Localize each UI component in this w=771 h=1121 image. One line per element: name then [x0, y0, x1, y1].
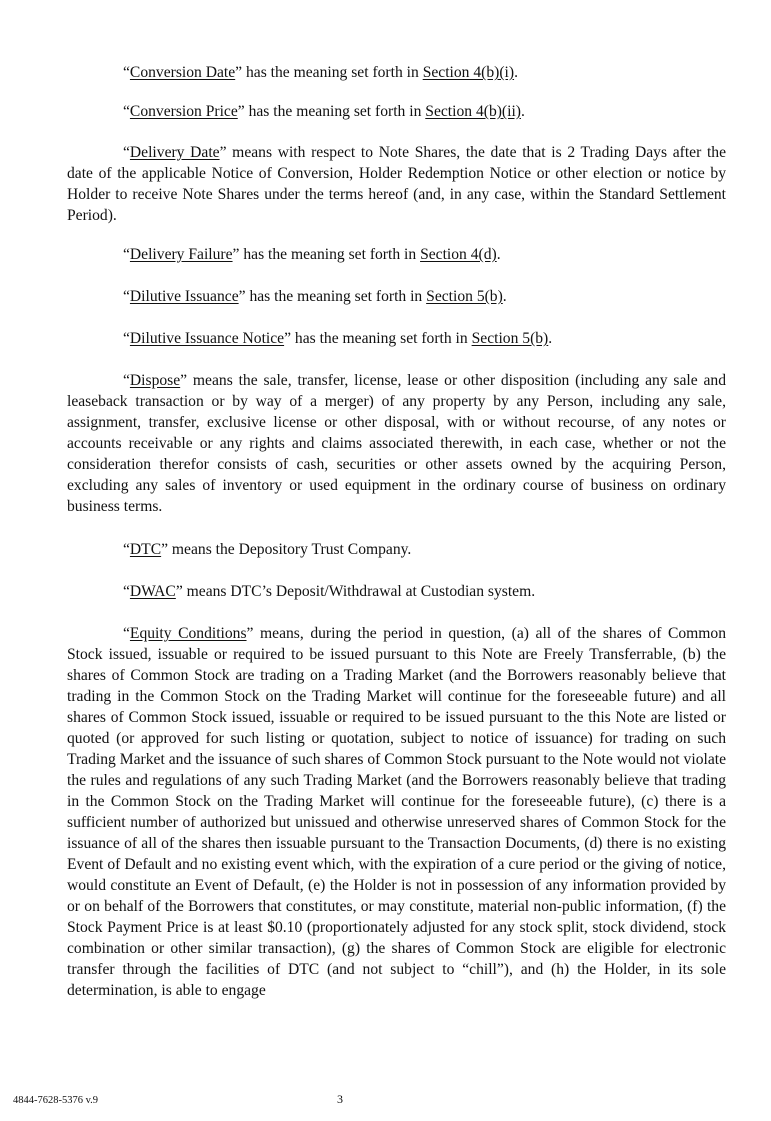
- defined-term: Dilutive Issuance Notice: [129, 330, 285, 347]
- open-quote: “: [123, 103, 130, 120]
- period: .: [514, 64, 518, 81]
- section-reference: Section 4(b)(i): [422, 64, 515, 81]
- open-quote: “: [123, 288, 130, 305]
- definition-dtc: [67, 539, 726, 560]
- defined-term: Delivery Failure: [129, 246, 233, 263]
- definition-conversion-date: [67, 62, 726, 83]
- definition-text: ” means with respect to Note Shares, the date that is 2 Trading Days after the date of the applicable Notice of Conversion, Holder Redemption Notice or other election or notice by Holder to receive Note Shares under the terms hereof (and, in any case, within the Standard Settlement Period).: [67, 144, 727, 224]
- definition-text: ” has the meaning set forth in: [232, 246, 421, 263]
- definition-dwac: [67, 581, 726, 602]
- definition-dilutive-issuance: [67, 286, 726, 307]
- definition-text: ” means, during the period in question, (a) all of the shares of Common Stock issued, issuable or required to be issued pursuant to this Note are Freely Transferrable, (b) the shares of Common Stock are trading on a Trading Market (and the Borrowers reasonably believe that trading in the Common Stock on the Trading Market will continue for the foreseeable future) and all shares of Common Stock issued, issuable or required to be issued pursuant to the this Note are listed or quoted (or approved for such listing or quotation, subject to notice of issuance) for trading on such Trading Market and the issuance of such shares of Common Stock pursuant to the Note would not violate the rules and regulations of any such Trading Market (and the Borrowers reasonably believe that trading in the Common Stock on the Trading Market will continue for the foreseeable future), (c) there is a sufficient number of authorized but unissued and otherwise unreserved shares of Common Stock for the issuance of all of the shares then issuable pursuant to the Transaction Documents, (d) there is no existing Event of Default and no existing event which, with the expiration of a cure period or the giving of notice, would constitute an Event of Default, (e) the Holder is not in possession of any information provided by or on behalf of the Borrowers that constitutes, or may constitute, material non-public information, (f) the Stock Payment Price is at least $0.10 (proportionately adjusted for any stock split, stock dividend, stock combination or other similar transaction), (g) the shares of Common Stock are eligible for electronic transfer through the facilities of DTC (and not subject to “chill”), and (h) the Holder, in its sole determination, is able to engage: [67, 625, 727, 999]
- definition-text: ” means DTC’s Deposit/Withdrawal at Custodian system.: [175, 583, 536, 600]
- document-id: 4844-7628-5376 v.9: [13, 1095, 99, 1106]
- open-quote: “: [123, 246, 130, 263]
- defined-term: Dilutive Issuance: [129, 288, 239, 305]
- defined-term: Equity Conditions: [129, 625, 247, 642]
- definition-delivery-failure: [67, 244, 726, 265]
- period: .: [496, 246, 501, 263]
- section-reference: Section 4(b)(ii): [425, 103, 521, 120]
- defined-term: Delivery Date: [129, 144, 220, 161]
- defined-term: Dispose: [129, 372, 181, 389]
- open-quote: “: [123, 372, 130, 389]
- defined-term: Conversion Date: [129, 64, 236, 81]
- period: .: [520, 103, 525, 120]
- definition-conversion-price: [67, 101, 726, 122]
- definition-equity-conditions: [67, 623, 726, 1001]
- open-quote: “: [123, 330, 130, 347]
- definition-text: ” means the Depository Trust Company.: [161, 541, 412, 558]
- definition-dispose: [67, 370, 726, 517]
- section-reference: Section 5(b): [471, 330, 549, 347]
- definition-text: ” has the meaning set forth in: [237, 103, 426, 120]
- definition-dilutive-issuance-notice: [67, 328, 726, 349]
- definition-text: ” has the meaning set forth in: [284, 330, 472, 347]
- open-quote: “: [123, 583, 130, 600]
- definition-text: ” has the meaning set forth in: [235, 64, 423, 81]
- section-reference: Section 5(b): [426, 288, 503, 305]
- page-number: 3: [337, 1092, 343, 1106]
- definition-delivery-date: [67, 142, 726, 226]
- open-quote: “: [123, 541, 130, 558]
- section-reference: Section 4(d): [420, 246, 497, 263]
- open-quote: “: [123, 64, 130, 81]
- defined-term: DWAC: [129, 583, 176, 600]
- period: .: [548, 330, 553, 347]
- open-quote: “: [123, 144, 130, 161]
- defined-term: Conversion Price: [129, 103, 238, 120]
- period: .: [502, 288, 507, 305]
- definition-text: ” has the meaning set forth in: [238, 288, 427, 305]
- definition-text: ” means the sale, transfer, license, lease or other disposition (including any sale and leaseback transaction or by way of a merger) of any property by any Person, including any sale, assignment, transfer, exclusive license or other disposal, with or without recourse, of any notes or accounts receivable or any rights and claims associated therewith, in each case, whether or not the consideration therefor consists of cash, securities or other assets owned by the acquiring Person, excluding any sales of inventory or used equipment in the ordinary course of business on ordinary business terms.: [67, 372, 726, 515]
- open-quote: “: [123, 625, 130, 642]
- defined-term: DTC: [129, 541, 162, 558]
